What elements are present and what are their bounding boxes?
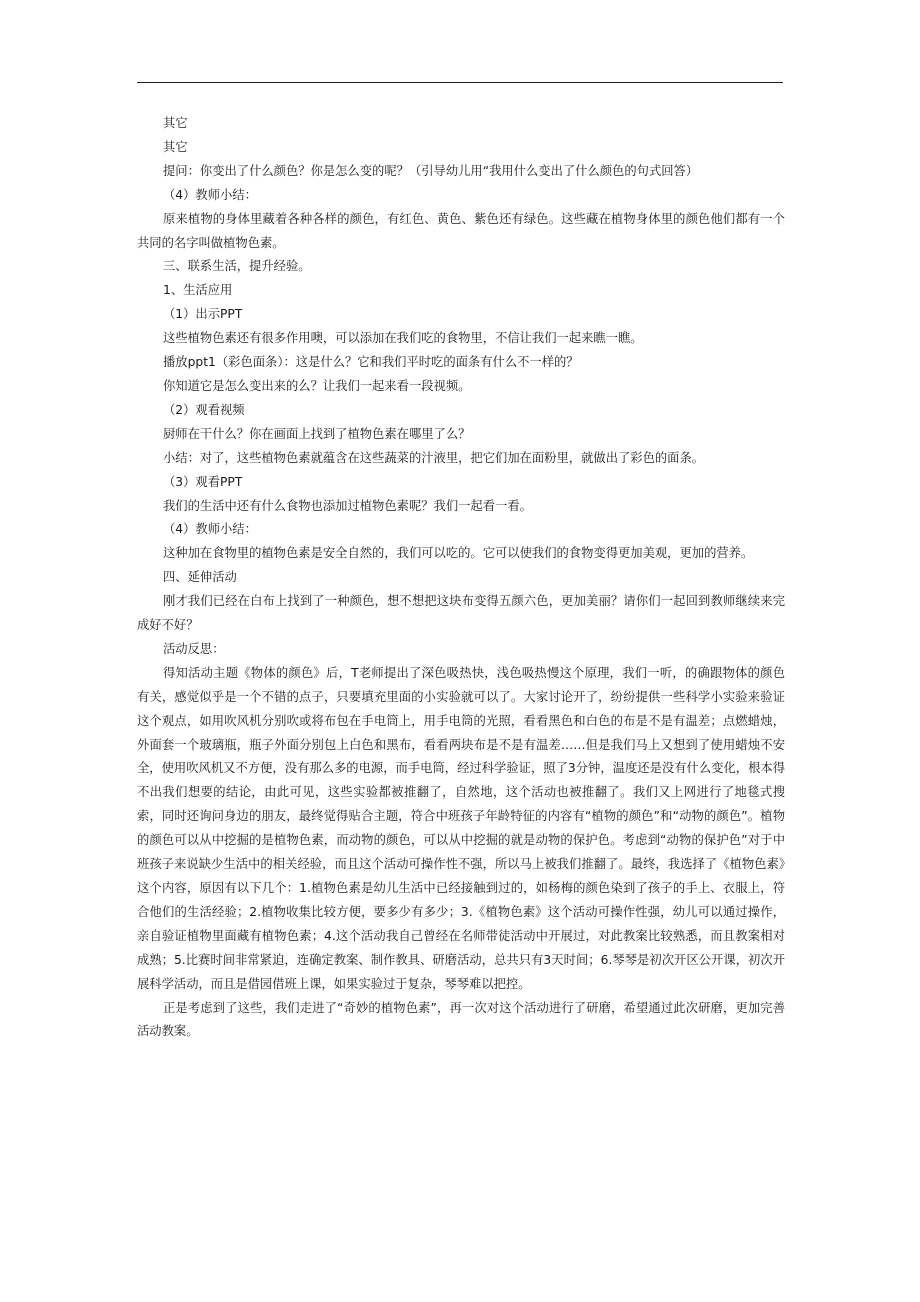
paragraph: 刚才我们已经在白布上找到了一种颜色，想不想把这块布变得五颜六色，更加美丽？请你们一起回到教师继续来完成好不好？ xyxy=(137,594,785,633)
paragraph: 我们的生活中还有什么食物也添加过植物色素呢？我们一起看一看。 xyxy=(163,498,532,513)
paragraph: 其它 xyxy=(163,139,188,154)
paragraph: 小结：对了，这些植物色素就蕴含在这些蔬菜的汁液里，把它们加在面粉里，就做出了彩色的面条。 xyxy=(163,450,705,465)
paragraph: 得知活动主题《物体的颜色》后，T老师提出了深色吸热快，浅色吸热慢这个原理，我们一听，的确跟物体的颜色有关，感觉似乎是一个不错的点子，只要填充里面的小实验就可以了。大家讨论开了，纷纷提供一些科学小实验来验证这个观点，如用吹风机分别吹或将布包在手电筒上，用手电筒的光照，看看黑色和白色的布是不是有温差；点燃蜡烛，外面套一个玻璃瓶，瓶子外面分别包上白色和黑布，看看两块布是不是有温差……但是我们马上又想到了使用蜡烛不安全，使用吹风机又不方便，没有那么多的电源，而手电筒，经过科学验证，照了3分钟，温度还是没有什么变化，根本得不出我们想要的结论，由此可见，这些实验都被推翻了，自然地，这个活动也被推翻了。我们又上网进行了地毯式搜索，同时还询问身边的朋友，最终觉得贴合主题，符合中班孩子年龄特征的内容有“植物的颜色”和“动物的颜色”。植物的颜色可以从中挖掘的是植物色素，而动物的颜色，可以从中挖掘的就是动物的保护色。考虑到“动物的保护色”对于中班孩子来说缺少生活中的相关经验，而且这个活动可操作性不强，所以马上被我们推翻了。最终，我选择了《植物色素》这个内容，原因有以下几个：1.植物色素是幼儿生活中已经接触到过的，如杨梅的颜色染到了孩子的手上、衣服上，符合他们的生活经验；2.植物收集比较方便，要多少有多少；3.《植物色素》这个活动可操作性强，幼儿可以通过操作，亲自验证植物里面藏有植物色素；4.这个活动我自己曾经在名师带徒活动中开展过，对此教案比较熟悉，而且教案相对成熟；5.比赛时间非常紧迫，连确定教案、制作教具、研磨活动，总共只有3天时间；6.琴琴是初次开区公开课，初次开展科学活动，而且是借园借班上课，如果实验过于复杂，琴琴难以把控。 xyxy=(137,665,785,991)
paragraph: 提问：你变出了什么颜色？你是怎么变的呢？（引导幼儿用“我用什么变出了什么颜色的句式回答） xyxy=(163,163,699,178)
paragraph: 正是考虑到了这些，我们走进了“奇妙的植物色素”，再一次对这个活动进行了研磨，希望通过此次研磨，更加完善活动教案。 xyxy=(137,1000,785,1039)
header-rule xyxy=(137,82,783,83)
paragraph: （4）教师小结： xyxy=(163,187,257,202)
section-heading: 四、延伸活动 xyxy=(163,570,237,585)
paragraph: （3）观看PPT xyxy=(163,474,243,489)
section-heading: 三、联系生活，提升经验。 xyxy=(163,259,311,274)
document-body xyxy=(137,112,785,1044)
paragraph: 其它 xyxy=(163,116,188,130)
paragraph: 这些植物色素还有很多作用噢，可以添加在我们吃的食物里，不信让我们一起来瞧一瞧。 xyxy=(163,331,643,346)
paragraph: 你知道它是怎么变出来的么？让我们一起来看一段视频。 xyxy=(163,378,471,393)
paragraph: 这种加在食物里的植物色素是安全自然的，我们可以吃的。它可以使我们的食物变得更加美观，更加的营养。 xyxy=(163,546,754,561)
paragraph: 播放ppt1（彩色面条）：这是什么？它和我们平时吃的面条有什么不一样的？ xyxy=(163,355,579,370)
paragraph: 活动反思： xyxy=(163,641,225,656)
paragraph: 1、生活应用 xyxy=(163,283,233,298)
paragraph: 厨师在干什么？你在画面上找到了植物色素在哪里了么？ xyxy=(163,426,471,441)
paragraph: （4）教师小结： xyxy=(163,522,257,537)
paragraph: （1）出示PPT xyxy=(163,307,243,322)
paragraph: 原来植物的身体里藏着各种各样的颜色，有红色、黄色、紫色还有绿色。这些藏在植物身体里的颜色他们都有一个共同的名字叫做植物色素。 xyxy=(137,211,785,250)
paragraph: （2）观看视频 xyxy=(163,402,245,417)
